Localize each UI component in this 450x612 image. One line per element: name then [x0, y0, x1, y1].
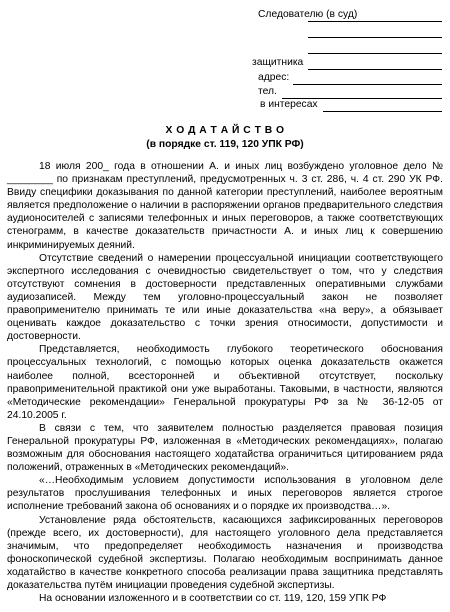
- paragraph: В связи с тем, что заявителем полностью разделяется правовая позиция Генеральной прокуратуры РФ, изложенная в «Методических рекомендациях», полагаю возможным для обоснования настоящего ходатайства ограничиться цитированием ряда положений, отраженных в «Методических рекомендаций».: [7, 422, 443, 474]
- investigator-label: Следователю (в суд): [258, 9, 358, 20]
- header-investigator-row: [200, 9, 450, 24]
- header-blank-row-2: [200, 41, 450, 56]
- document-title: Х О Д А Т А Й С Т В О: [165, 125, 285, 136]
- defender-blank-line: [308, 69, 442, 70]
- interests-label: в интересах: [260, 99, 318, 110]
- address-label: адрес:: [258, 72, 290, 83]
- paragraph: На основании изложенного и в соответствии со ст. 119, 120, 159 УПК РФ: [39, 593, 387, 605]
- header-interests-row: [200, 99, 450, 114]
- address-blank-line: [293, 84, 442, 85]
- document-body: [7, 160, 443, 605]
- header-defender-row: [200, 57, 450, 72]
- defender-label: защитника: [252, 57, 304, 68]
- blank-line: [308, 37, 442, 38]
- interests-blank-line: [323, 111, 442, 112]
- header-blank-row-1: [200, 25, 450, 40]
- phone-label: тел.: [258, 86, 277, 97]
- paragraph: Установление ряда обстоятельств, касающихся зафиксированных переговоров (прежде всего, их достоверности), для настоящего уголовного дела представляется значимым, что предопределяет необходимость назначения и производства фоноскопической судебной экспертизы. Полагаю необходимым воспринимать данное ходатайство в качестве конкретного способа реализации права защитника представлять доказательства путём инициации проведения судебной экспертизы.: [7, 514, 443, 591]
- investigator-blank-line: [308, 21, 442, 22]
- document-subtitle: (в порядке ст. 119, 120 УПК РФ): [146, 139, 304, 150]
- paragraph: 18 июля 200_ года в отношении А. и иных лиц возбуждено уголовное дело № ________ по признакам преступлений, предусмотренных ч. 3 ст. 286, ч. 4 ст. 290 УК РФ. Ввиду специфики доказывания по данной категории преступлений, наиболее вероятным является предположение о наличии в распоряжении органов предварительного следствия аудионосителей с записями телефонных и иных переговоров, а также соответствующих стенограмм, в качестве доказательств причастности А. и иных лиц к совершению инкриминируемых деяний.: [7, 161, 443, 251]
- header-address-row: [200, 72, 450, 87]
- blank-line: [308, 53, 442, 54]
- paragraph: «…Необходимым условием допустимости использования в уголовном деле результатов прослушивания телефонных и иных переговоров является строгое исполнение требований закона об основаниях и о порядке их производства…».: [7, 475, 443, 513]
- paragraph: Отсутствие сведений о намерении процессуальной инициации соответствующего экспертного исследования с очевидностью свидетельствует о том, что у следствия отсутствуют сомнения в достоверности представленных оперативными службами аудиозаписей. Между тем уголовно-процессуальный закон не позволяет правоприменителю принимать те или иные доказательства «на веру», а обязывает оценивать каждое доказательство с точки зрения относимости, допустимости и достоверности.: [7, 252, 443, 343]
- paragraph: Представляется, необходимость глубокого теоретического обоснования процессуальных технологий, с помощью которых оценка доказательств окажется наиболее полной, всесторонней и объективной отсутствует, поскольку правоприменительной практикой они уже выработаны. Таковыми, в частности, являются «Методические рекомендации» Генеральной прокуратуры РФ за № 36-12-05 от 24.10.2005 г.: [7, 344, 443, 421]
